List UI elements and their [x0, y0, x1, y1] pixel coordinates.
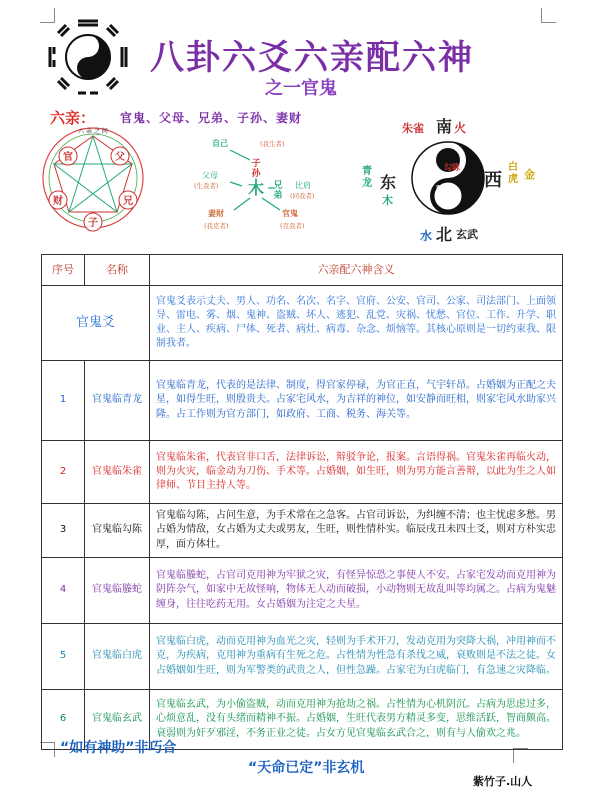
dir-baihu-1: 白: [508, 162, 518, 173]
dir-metal: 金: [524, 168, 535, 181]
row-desc: 官鬼爻表示丈夫、男人、功名、名次、名字、官府、公安、官司、公家、司法部门、上面领导、雷电、雾、烟、鬼神、盗贼、坏人、逃犯、乱党、灾祸、忧愁、官位、工作、升学、职业、主人、疾病、尸体、死者、病灶、病毒、杂念、烦恼等。其核心原则是一切约束我、限制我者。: [150, 286, 563, 361]
diagram-char-di: 弟: [273, 191, 283, 201]
wheel-node-xiong: 兄: [123, 196, 133, 207]
dir-water: 水: [420, 229, 433, 243]
diagram-official: 官鬼: [282, 209, 298, 218]
dir-baihu-2: 虎: [508, 174, 518, 185]
six-relations-wheel: [38, 122, 148, 234]
diagram-siblings-tag: (同我者): [290, 192, 315, 200]
row-name: 官鬼临青龙: [85, 361, 150, 441]
dir-fire: 火: [454, 121, 467, 135]
dir-wood: 木: [382, 194, 393, 207]
crop-mark-tr: [541, 8, 556, 23]
dir-center-gouchen: 勾陈: [444, 163, 460, 172]
row-index: 1: [42, 361, 85, 441]
row-index: 3: [42, 504, 85, 558]
row-name: 官鬼临螣蛇: [85, 558, 150, 624]
wheel-node-guan: 官: [63, 152, 73, 163]
relations-diagram: [190, 134, 340, 244]
diagram-char-xiong: 兄: [273, 181, 283, 191]
diagram-char-mu: 木: [247, 179, 265, 198]
row-name: 官鬼爻: [42, 286, 150, 361]
header-index: 序号: [42, 255, 85, 286]
footer-slogan-1: “如有神助”非巧合: [60, 740, 177, 756]
page-title: 八卦六爻六亲配六神: [150, 38, 474, 78]
row-desc: 官鬼临白虎，动而克用神为血光之灾，轻则为手术开刀，发动克用为突降大祸，冲用神而不克，为疾病，克用神为重病有生死之危。占性情为性急有杀伐之威，衰败则是不法之徒。女占婚姻如生旺，则为军警类的武贵之人，但性急躁。占家宅为白虎临门，有急速之灾降临。: [150, 624, 563, 690]
table-row: [42, 504, 563, 558]
footer-slogan-2: “天命已定”非玄机: [248, 760, 365, 776]
header-meaning: 六亲配六神含义: [150, 255, 563, 286]
row-index: 2: [42, 441, 85, 504]
diagram-official-tag: (克我者): [280, 222, 305, 230]
dir-south: 南: [436, 117, 453, 136]
dir-center-tengshe: 螣蛇: [436, 185, 452, 194]
row-desc: 官鬼临勾陈，占问生意，为手术常在之急客。占官司诉讼，为纠缠不清；也主忧虑多愁。男占婚为情敌，女占婚为丈夫或男友，生旺，则性情朴实。临辰戌丑未四土爻，则对方朴实忠厚，面方体壮。: [150, 504, 563, 558]
table-row: [42, 286, 563, 361]
row-desc: 官鬼临螣蛇，占官司克用神为牢狱之灾，有怪异惊恐之事使人不安。占家宅发动而克用神为阴阵杂气，如家中无故怪响，物体无人动而破损，小动物则无故乱叫等均属之。占病为鬼魅缠身，往往吃药无用。女占婚姻为注定之夫星。: [150, 558, 563, 624]
row-name: 官鬼临白虎: [85, 624, 150, 690]
diagram-self: 自己: [212, 139, 228, 148]
dir-zhuque: 朱雀: [402, 122, 424, 135]
table-row: [42, 441, 563, 504]
table-row: [42, 361, 563, 441]
row-desc: 官鬼临朱雀，代表官非口舌，法律诉讼，辩驳争论，报案。言语得祸。官鬼朱雀再临火动，则为火灾，临金动为刀伤、手术等。占婚姻，如生旺，则为男方能言善辩，以此为生之人如律师、节目主持人等。: [150, 441, 563, 504]
diagram-char-zi: 子: [251, 159, 261, 169]
row-index: 5: [42, 624, 85, 690]
directions-yinyang-diagram: [352, 112, 552, 247]
diagram-wealth-tag: (我克者): [204, 222, 229, 230]
diagram-parents: 父母: [202, 171, 218, 180]
row-index: 6: [42, 690, 85, 750]
header-name: 名称: [85, 255, 150, 286]
diagram-parents-tag: (生我者): [194, 182, 219, 190]
dir-east: 东: [380, 173, 397, 192]
wheel-node-zi: 子: [88, 218, 98, 229]
six-relations-label: 六亲：: [50, 109, 96, 127]
dir-xuanwu: 玄武: [456, 228, 478, 241]
wheel-node-fu: 父: [115, 152, 125, 163]
row-desc: 官鬼临青龙，代表的是法律、制度，得官家停禄，为官正直，气宇轩昂。占婚姻为正配之夫星，如得生旺，则殷贵夫。占家宅风水，为吉祥的神位，如安静而旺相，则家宅风水助家兴隆。占工作则为官方部门，如政府、工商、税务、海关等。: [150, 361, 563, 441]
wheel-center-label: 六 亲 之 间: [78, 128, 108, 135]
bagua-yinyang-logo: [48, 17, 128, 97]
crop-mark-br: [513, 748, 528, 763]
row-desc: 官鬼临玄武，为小偷盗贼，动而克用神为抢劫之祸。占性情为心机阴沉。占病为思虑过多，心烦意乱，没有头绪而精神不振。占婚姻，生旺代表男方精灵多变，思维活跃，智商颇高。衰弱则为奸歹邪淫，不务正业之徒。占女方见官鬼临玄武合之，则有与人偷欢之兆。: [150, 690, 563, 750]
six-gods-table: [41, 254, 563, 750]
table-row: [42, 558, 563, 624]
row-name: 官鬼临朱雀: [85, 441, 150, 504]
page-subtitle: 之一官鬼: [265, 78, 337, 99]
dir-west: 西: [484, 170, 502, 191]
row-index: 4: [42, 558, 85, 624]
table-row: [42, 624, 563, 690]
diagram-wealth: 妻财: [208, 209, 224, 218]
wheel-node-cai: 财: [53, 196, 63, 207]
six-relations-list: 官鬼、父母、兄弟、子孙、妻财: [120, 111, 303, 125]
dir-qinglong-1: 青: [362, 166, 372, 177]
diagram-siblings: 比肩: [295, 181, 311, 190]
diagram-self-tag: (我生者): [260, 140, 285, 148]
diagram-char-sun: 孙: [251, 169, 261, 179]
row-name: 官鬼临勾陈: [85, 504, 150, 558]
dir-qinglong-2: 龙: [362, 178, 372, 189]
dir-north: 北: [436, 225, 453, 244]
author-signature: 紫竹子.山人: [473, 775, 533, 788]
row-name: 官鬼临玄武: [85, 690, 150, 750]
table-header-row: [42, 255, 563, 286]
